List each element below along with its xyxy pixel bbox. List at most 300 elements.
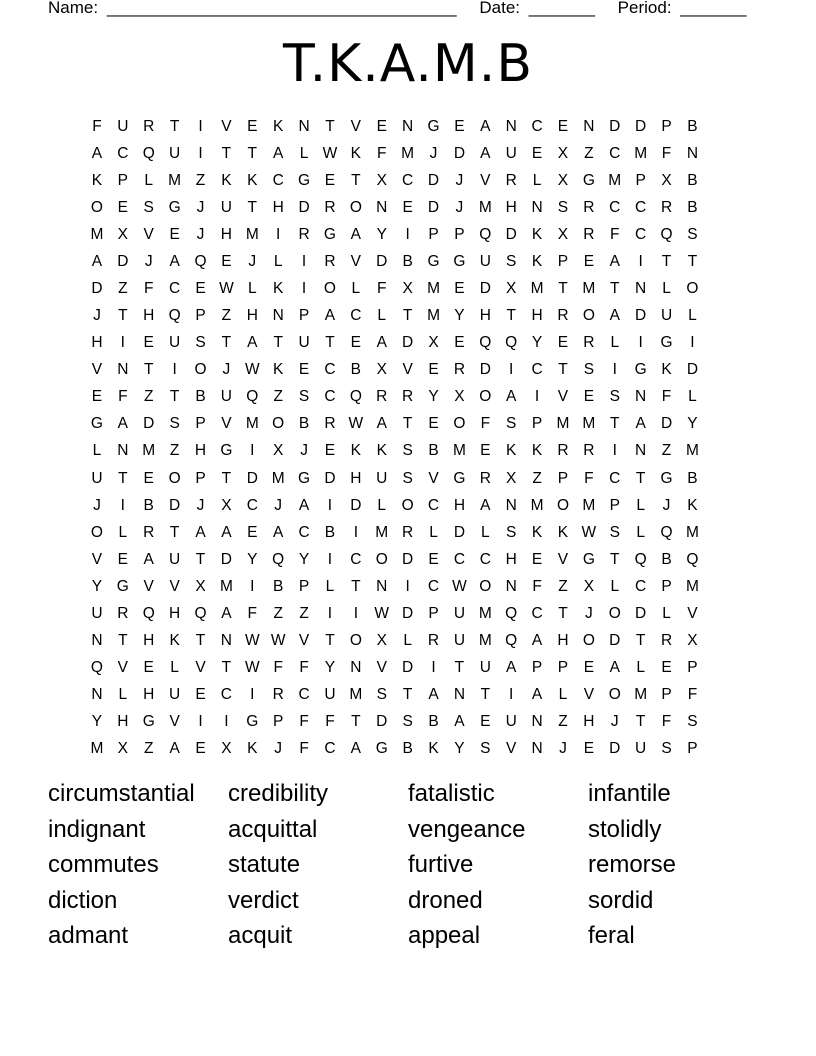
- grid-letter: X: [428, 334, 439, 352]
- grid-letter: V: [91, 361, 103, 379]
- grid-letter: K: [247, 171, 258, 189]
- grid-letter: N: [91, 632, 103, 650]
- grid-letter: K: [247, 740, 258, 758]
- date-label: Date:: [479, 0, 521, 17]
- grid-letter: Z: [661, 442, 672, 460]
- grid-letter: L: [610, 577, 620, 595]
- grid-letter: D: [350, 496, 362, 514]
- grid-letter: T: [247, 198, 258, 216]
- grid-letter: C: [324, 361, 336, 379]
- grid-letter: I: [327, 604, 333, 622]
- grid-letter: D: [635, 604, 647, 622]
- grid-letter: E: [583, 252, 595, 270]
- grid-letter: C: [246, 496, 258, 514]
- grid-letter: G: [298, 171, 311, 189]
- grid-letter: O: [582, 307, 595, 325]
- grid-letter: M: [634, 686, 648, 704]
- grid-letter: J: [559, 740, 567, 758]
- grid-letter: R: [402, 523, 414, 541]
- grid-letter: O: [323, 280, 336, 297]
- grid-letter: A: [195, 523, 206, 541]
- grid-letter: H: [169, 604, 181, 622]
- grid-letter: M: [582, 415, 596, 433]
- grid-letter: K: [531, 442, 543, 460]
- grid-row: [84, 140, 734, 167]
- grid-letter: Z: [118, 280, 128, 297]
- grid-letter: R: [557, 442, 569, 460]
- grid-letter: N: [531, 740, 543, 758]
- grid-letter: E: [350, 334, 362, 352]
- grid-letter: E: [143, 659, 154, 677]
- grid-letter: T: [118, 307, 128, 325]
- grid-letter: O: [375, 550, 388, 568]
- grid-letter: E: [402, 198, 413, 216]
- grid-letter: J: [610, 713, 619, 731]
- grid-letter: K: [91, 171, 103, 189]
- grid-letter: R: [557, 307, 569, 325]
- grid-letter: L: [688, 388, 697, 406]
- grid-letter: K: [661, 361, 672, 379]
- grid-letter: A: [376, 334, 387, 352]
- grid-letter: B: [350, 361, 362, 379]
- grid-letter: X: [583, 577, 595, 595]
- grid-letter: L: [610, 334, 620, 352]
- grid-letter: P: [557, 659, 569, 677]
- grid-letter: J: [274, 740, 283, 758]
- grid-letter: R: [143, 117, 155, 135]
- grid-letter: C: [635, 577, 647, 595]
- grid-letter: L: [144, 171, 154, 189]
- grid-letter: V: [557, 388, 569, 406]
- grid-letter: Y: [91, 577, 103, 595]
- grid-letter: X: [117, 740, 128, 758]
- grid-letter: A: [298, 496, 310, 514]
- grid-row: [84, 113, 734, 140]
- grid-letter: L: [118, 523, 128, 541]
- grid-letter: A: [169, 740, 180, 758]
- grid-letter: H: [505, 550, 517, 568]
- grid-letter: I: [353, 523, 358, 541]
- grid-letter: N: [117, 442, 129, 460]
- grid-letter: M: [478, 198, 492, 216]
- grid-letter: E: [195, 686, 206, 704]
- grid-row: [84, 573, 734, 600]
- grid-letter: D: [402, 334, 414, 352]
- grid-letter: G: [453, 252, 466, 270]
- grid-letter: J: [196, 198, 205, 216]
- grid-letter: U: [505, 144, 517, 162]
- grid-letter: E: [557, 117, 569, 135]
- grid-letter: U: [324, 686, 336, 704]
- grid-letter: P: [195, 415, 206, 433]
- grid-letter: N: [298, 117, 310, 135]
- grid-letter: A: [324, 307, 336, 325]
- grid-letter: D: [324, 469, 336, 487]
- grid-letter: Q: [194, 604, 207, 622]
- grid-letter: V: [117, 659, 128, 677]
- grid-letter: E: [531, 550, 543, 568]
- grid-letter: X: [376, 632, 387, 650]
- grid-letter: Y: [687, 415, 698, 433]
- grid-letter: P: [557, 252, 569, 270]
- grid-letter: D: [91, 280, 103, 297]
- grid-letter: P: [117, 171, 128, 189]
- grid-letter: O: [608, 686, 621, 704]
- grid-letter: I: [250, 442, 255, 460]
- grid-letter: N: [117, 361, 129, 379]
- grid-letter: R: [143, 523, 155, 541]
- grid-letter: D: [376, 713, 388, 731]
- grid-letter: Y: [298, 550, 310, 568]
- grid-letter: N: [583, 117, 595, 135]
- grid-letter: H: [453, 496, 466, 514]
- grid-letter: X: [376, 171, 387, 189]
- grid-letter: M: [90, 740, 104, 758]
- grid-letter: U: [660, 307, 673, 325]
- grid-letter: A: [169, 252, 180, 270]
- grid-letter: D: [117, 252, 129, 270]
- grid-letter: T: [635, 713, 646, 731]
- grid-letter: Z: [195, 171, 206, 189]
- grid-letter: A: [480, 496, 491, 514]
- grid-letter: W: [244, 659, 260, 677]
- grid-letter: J: [222, 361, 231, 379]
- word-list-item: vengeance: [408, 815, 526, 843]
- grid-letter: L: [247, 280, 257, 297]
- word-list-item: acquittal: [228, 815, 318, 843]
- grid-letter: A: [273, 523, 284, 541]
- grid-letter: H: [117, 713, 129, 731]
- grid-letter: T: [169, 117, 180, 135]
- grid-letter: S: [143, 198, 154, 216]
- grid-letter: P: [661, 117, 672, 135]
- grid-letter: W: [322, 144, 338, 162]
- grid-row: [84, 655, 734, 682]
- grid-letter: C: [402, 171, 414, 189]
- grid-letter: E: [247, 523, 258, 541]
- grid-letter: O: [349, 632, 362, 650]
- grid-letter: M: [608, 171, 622, 189]
- grid-letter: M: [634, 144, 648, 162]
- grid-letter: L: [377, 496, 387, 514]
- grid-letter: H: [194, 442, 207, 460]
- grid-letter: R: [376, 388, 388, 406]
- grid-letter: W: [244, 361, 260, 379]
- grid-letter: K: [273, 280, 284, 297]
- grid-letter: B: [687, 117, 698, 135]
- grid-letter: R: [583, 442, 595, 460]
- grid-letter: I: [353, 604, 358, 622]
- grid-letter: M: [375, 523, 389, 541]
- grid-letter: R: [583, 334, 595, 352]
- grid-letter: K: [687, 496, 698, 514]
- grid-letter: Q: [479, 225, 492, 243]
- word-list-item: circumstantial: [48, 780, 195, 807]
- grid-letter: F: [480, 415, 491, 433]
- grid-letter: J: [196, 225, 205, 243]
- grid-letter: I: [509, 361, 514, 379]
- grid-letter: D: [686, 361, 699, 379]
- grid-letter: K: [531, 252, 543, 270]
- grid-letter: B: [273, 577, 284, 595]
- grid-letter: V: [402, 361, 413, 379]
- grid-row: [84, 627, 734, 654]
- grid-letter: Q: [142, 144, 155, 162]
- grid-letter: W: [270, 632, 286, 650]
- grid-letter: O: [401, 496, 414, 514]
- grid-letter: I: [120, 496, 125, 514]
- grid-letter: Q: [349, 388, 362, 406]
- grid-letter: V: [143, 577, 154, 595]
- grid-letter: M: [142, 442, 156, 460]
- grid-letter: L: [480, 523, 490, 541]
- grid-letter: U: [91, 469, 103, 487]
- grid-letter: V: [143, 225, 154, 243]
- grid-letter: C: [298, 523, 310, 541]
- grid-letter: T: [402, 415, 413, 433]
- grid-letter: S: [298, 388, 310, 406]
- grid-letter: R: [583, 225, 595, 243]
- word-list-item: sordid: [588, 886, 654, 914]
- grid-letter: S: [402, 469, 413, 487]
- grid-row: [84, 411, 734, 438]
- grid-letter: L: [299, 144, 309, 162]
- grid-letter: L: [636, 496, 645, 514]
- grid-letter: C: [635, 225, 647, 243]
- grid-letter: A: [91, 144, 103, 162]
- grid-letter: D: [402, 604, 414, 622]
- grid-letter: R: [298, 225, 310, 243]
- grid-letter: N: [686, 144, 699, 162]
- grid-letter: A: [376, 415, 387, 433]
- grid-letter: R: [427, 632, 440, 650]
- grid-letter: P: [635, 171, 646, 189]
- grid-letter: U: [169, 686, 181, 704]
- grid-letter: U: [169, 550, 181, 568]
- grid-letter: J: [144, 252, 153, 270]
- grid-letter: E: [428, 415, 439, 433]
- grid-letter: J: [93, 307, 101, 325]
- grid-letter: T: [402, 307, 413, 325]
- grid-letter: C: [531, 361, 543, 379]
- grid-letter: T: [558, 604, 568, 622]
- grid-letter: Z: [299, 604, 309, 622]
- grid-letter: Q: [168, 307, 181, 325]
- grid-letter: M: [349, 686, 363, 704]
- grid-letter: D: [479, 280, 491, 297]
- grid-letter: A: [609, 659, 620, 677]
- grid-letter: D: [635, 117, 647, 135]
- grid-letter: C: [350, 550, 362, 568]
- grid-letter: B: [687, 198, 698, 216]
- grid-letter: M: [478, 604, 492, 622]
- grid-letter: T: [558, 280, 568, 297]
- grid-letter: X: [557, 144, 569, 162]
- grid-letter: P: [428, 225, 439, 243]
- grid-letter: N: [376, 577, 388, 595]
- grid-letter: N: [635, 388, 647, 406]
- grid-letter: S: [506, 252, 517, 270]
- grid-letter: Z: [532, 469, 542, 487]
- grid-letter: T: [221, 469, 232, 487]
- grid-letter: X: [557, 225, 569, 243]
- grid-letter: Z: [273, 604, 283, 622]
- grid-letter: S: [557, 198, 569, 216]
- period-blank-line: _______: [680, 0, 747, 17]
- grid-letter: T: [247, 144, 258, 162]
- grid-letter: L: [688, 307, 697, 325]
- grid-letter: T: [687, 252, 698, 270]
- grid-letter: C: [427, 496, 440, 514]
- grid-letter: R: [505, 171, 517, 189]
- grid-letter: A: [480, 144, 491, 162]
- grid-letter: E: [143, 334, 154, 352]
- grid-letter: B: [298, 415, 310, 433]
- grid-letter: M: [219, 577, 233, 595]
- grid-letter: E: [531, 144, 543, 162]
- grid-letter: A: [609, 252, 620, 270]
- grid-letter: X: [454, 388, 465, 406]
- grid-letter: D: [427, 171, 440, 189]
- grid-letter: E: [169, 225, 180, 243]
- grid-row: [84, 465, 734, 492]
- grid-letter: D: [609, 117, 621, 135]
- grid-letter: C: [453, 550, 466, 568]
- grid-letter: G: [116, 577, 129, 595]
- grid-letter: H: [350, 469, 362, 487]
- grid-letter: M: [90, 225, 104, 243]
- grid-letter: R: [660, 632, 673, 650]
- grid-letter: A: [273, 144, 284, 162]
- grid-letter: T: [195, 550, 206, 568]
- grid-letter: T: [325, 334, 335, 352]
- grid-letter: U: [635, 740, 647, 758]
- grid-letter: S: [402, 442, 413, 460]
- grid-letter: V: [506, 740, 517, 758]
- grid-letter: P: [531, 659, 543, 677]
- grid-row: [84, 330, 734, 357]
- grid-letter: Q: [90, 659, 103, 677]
- grid-letter: A: [350, 225, 362, 243]
- grid-letter: U: [169, 334, 181, 352]
- grid-letter: E: [247, 117, 258, 135]
- grid-letter: C: [220, 686, 232, 704]
- grid-letter: M: [685, 577, 699, 595]
- grid-letter: F: [661, 713, 672, 731]
- grid-letter: T: [610, 415, 620, 433]
- grid-letter: P: [298, 577, 310, 595]
- grid-letter: H: [143, 307, 155, 325]
- grid-letter: K: [557, 523, 569, 541]
- grid-letter: A: [531, 686, 543, 704]
- grid-letter: P: [557, 469, 569, 487]
- grid-letter: E: [661, 659, 672, 677]
- grid-letter: F: [273, 659, 283, 677]
- grid-letter: A: [350, 740, 362, 758]
- grid-letter: S: [609, 388, 620, 406]
- grid-letter: J: [274, 496, 283, 514]
- word-list-item: commutes: [48, 851, 159, 878]
- grid-letter: O: [556, 496, 569, 514]
- grid-letter: G: [582, 550, 595, 568]
- grid-letter: U: [220, 198, 232, 216]
- grid-letter: R: [324, 252, 336, 270]
- grid-letter: Z: [273, 388, 283, 406]
- grid-letter: B: [402, 740, 413, 758]
- grid-row: [84, 357, 734, 384]
- grid-letter: O: [90, 198, 103, 216]
- grid-letter: F: [377, 144, 387, 162]
- grid-letter: H: [479, 307, 491, 325]
- grid-letter: F: [143, 280, 154, 297]
- grid-letter: A: [506, 659, 517, 677]
- grid-letter: B: [195, 388, 206, 406]
- grid-letter: K: [350, 442, 362, 460]
- grid-letter: F: [92, 117, 102, 135]
- grid-letter: G: [427, 117, 440, 135]
- grid-letter: E: [91, 388, 103, 406]
- grid-letter: G: [298, 469, 311, 487]
- grid-letter: V: [298, 632, 310, 650]
- header-fields: [48, 0, 748, 18]
- grid-letter: H: [505, 198, 517, 216]
- grid-letter: S: [480, 740, 491, 758]
- grid-letter: L: [532, 171, 542, 189]
- grid-letter: G: [634, 361, 647, 379]
- grid-letter: D: [298, 198, 310, 216]
- grid-letter: O: [90, 523, 103, 541]
- word-list-item: furtive: [408, 851, 474, 878]
- grid-letter: G: [246, 713, 259, 731]
- grid-row: [84, 709, 734, 736]
- grid-letter: I: [250, 686, 255, 704]
- grid-letter: T: [169, 388, 180, 406]
- grid-letter: B: [324, 523, 336, 541]
- grid-letter: I: [612, 442, 617, 460]
- grid-letter: E: [324, 171, 336, 189]
- word-search-grid: [84, 113, 734, 763]
- grid-letter: O: [686, 280, 699, 297]
- grid-row: [84, 194, 734, 221]
- grid-letter: I: [638, 252, 643, 270]
- grid-letter: L: [273, 252, 283, 270]
- grid-letter: C: [324, 388, 336, 406]
- grid-letter: V: [221, 117, 232, 135]
- grid-letter: U: [479, 659, 491, 677]
- grid-letter: M: [427, 280, 440, 297]
- grid-letter: G: [660, 469, 673, 487]
- grid-letter: B: [402, 252, 413, 270]
- grid-letter: P: [609, 496, 620, 514]
- grid-letter: A: [221, 604, 232, 622]
- grid-letter: E: [195, 280, 206, 297]
- grid-letter: L: [636, 659, 645, 677]
- grid-letter: H: [143, 632, 155, 650]
- grid-row: [84, 438, 734, 465]
- grid-letter: K: [221, 171, 232, 189]
- grid-letter: W: [581, 523, 597, 541]
- grid-letter: C: [117, 144, 129, 162]
- grid-letter: N: [350, 659, 362, 677]
- grid-letter: T: [480, 686, 491, 704]
- grid-row: [84, 167, 734, 194]
- grid-letter: F: [661, 388, 672, 406]
- grid-letter: V: [169, 577, 180, 595]
- grid-letter: V: [428, 469, 439, 487]
- grid-letter: O: [453, 415, 466, 433]
- grid-letter: Q: [634, 550, 647, 568]
- grid-letter: F: [584, 469, 594, 487]
